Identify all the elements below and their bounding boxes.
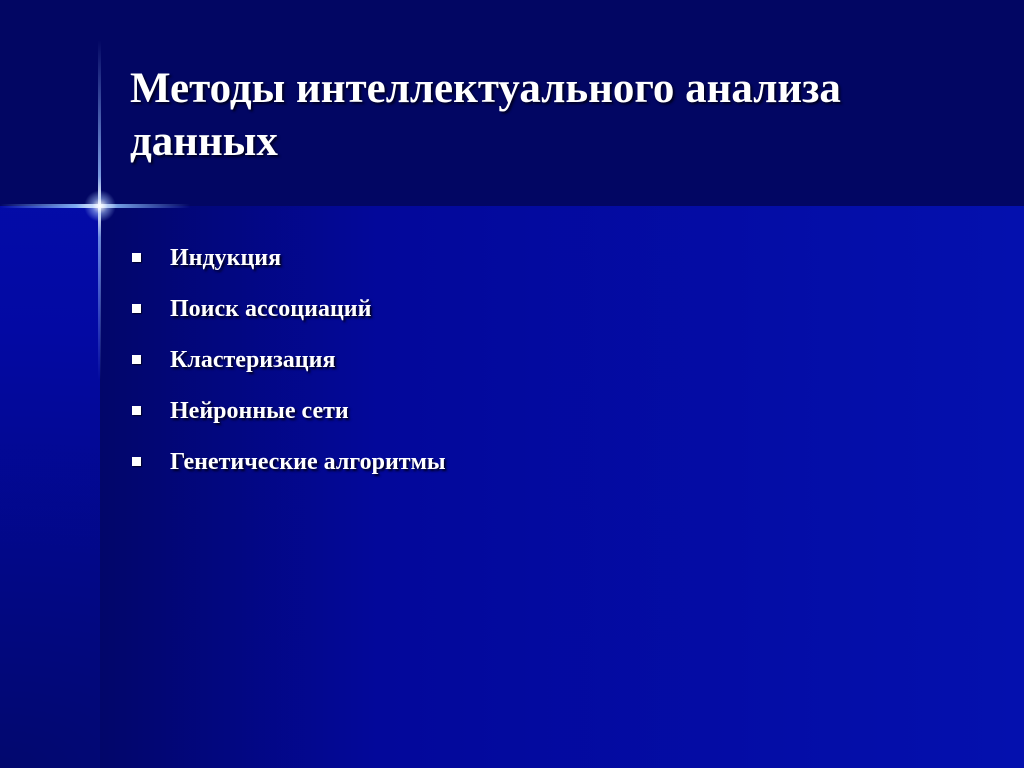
bullet-text: Нейронные сети [170, 398, 349, 424]
sparkle-icon [84, 190, 116, 222]
bullet-text: Кластеризация [170, 347, 336, 373]
bullet-text: Поиск ассоциаций [170, 296, 372, 322]
slide-title: Методы интеллектуального анализа данных [130, 65, 841, 165]
square-bullet-icon [132, 457, 141, 466]
square-bullet-icon [132, 304, 141, 313]
bullet-text: Генетические алгоритмы [170, 449, 446, 475]
square-bullet-icon [132, 355, 141, 364]
square-bullet-icon [132, 253, 141, 262]
bullet-text: Индукция [170, 245, 282, 271]
square-bullet-icon [132, 406, 141, 415]
